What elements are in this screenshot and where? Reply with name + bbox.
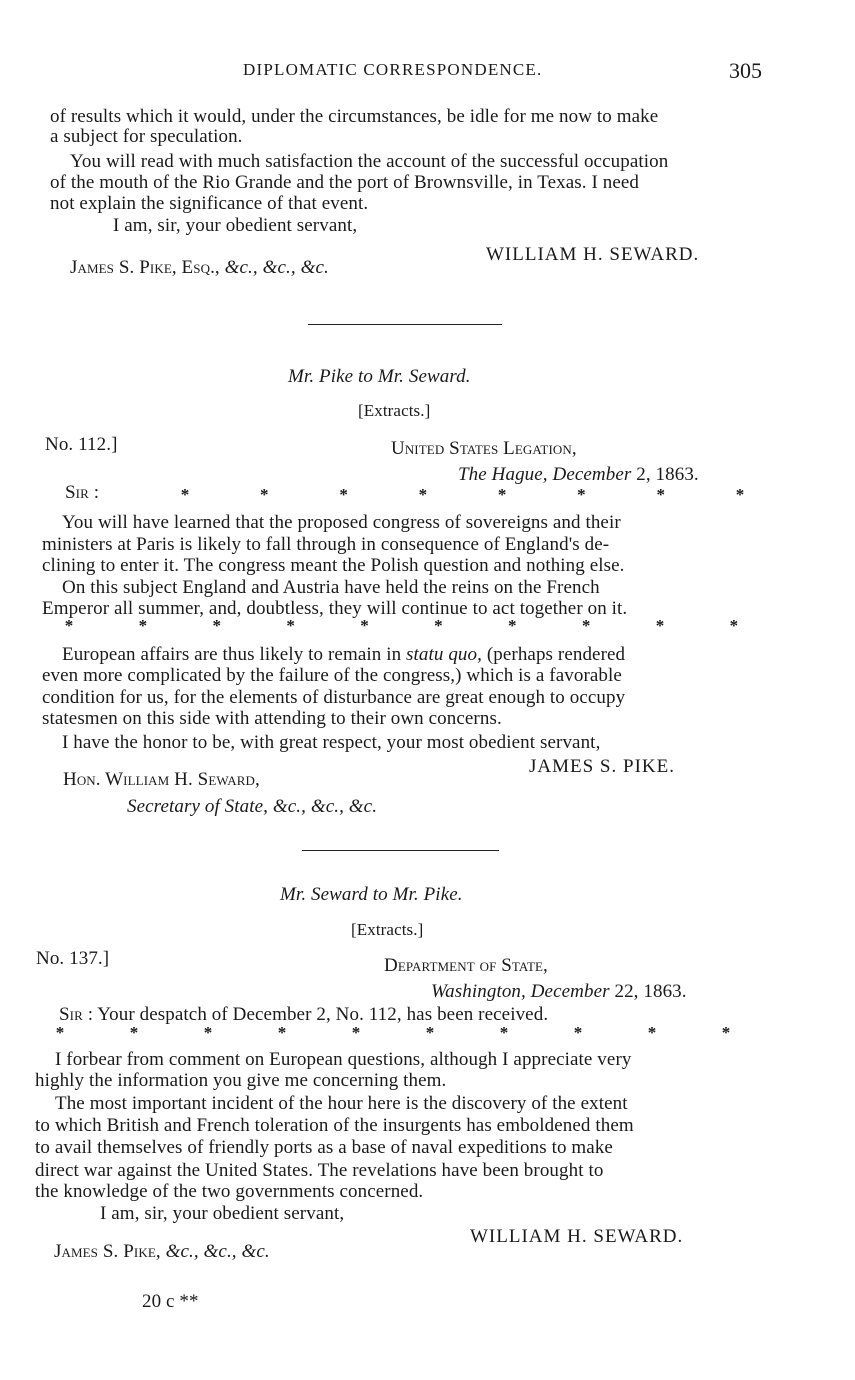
asterisk: * bbox=[577, 485, 586, 504]
text-line: You will read with much satisfaction the account of the successful occupation bbox=[70, 151, 669, 172]
asterisk: * bbox=[735, 485, 745, 504]
addressee-etc: &c., &c., &c. bbox=[224, 257, 329, 278]
addressee bbox=[54, 1241, 270, 1263]
text-line: Emperor all summer, and, doubtless, they will continue to act together on it. bbox=[42, 598, 628, 619]
asterisk: * bbox=[425, 1023, 435, 1042]
salutation: Sir : bbox=[65, 482, 100, 503]
asterisk: * bbox=[497, 485, 507, 504]
closing-line: I have the honor to be, with great respect, your most obedient servant, bbox=[62, 732, 601, 753]
extracts-label: [Extracts.] bbox=[358, 401, 431, 420]
text-line: condition for us, for the elements of disturbance are great enough to occupy bbox=[42, 687, 626, 708]
date-tail: 2, 1863. bbox=[636, 464, 699, 485]
place-and-month: Washington, December bbox=[431, 981, 610, 1002]
section-divider bbox=[302, 850, 499, 851]
asterisk: * bbox=[64, 616, 74, 635]
signature: WILLIAM H. SEWARD. bbox=[486, 244, 700, 265]
asterisk: * bbox=[434, 616, 443, 635]
page-number: 305 bbox=[729, 58, 762, 83]
asterisk: * bbox=[286, 616, 295, 635]
asterisk: * bbox=[573, 1023, 583, 1042]
asterisk: * bbox=[656, 485, 665, 504]
place-and-month: The Hague, December bbox=[458, 464, 632, 485]
addressee-name: Hon. William H. Seward, bbox=[63, 769, 260, 790]
text-line: of the mouth of the Rio Grande and the port of Brownsville, in Texas. I need bbox=[50, 172, 639, 193]
text-line: highly the information you give me concerning them. bbox=[35, 1070, 447, 1091]
asterisk: * bbox=[351, 1023, 361, 1042]
text-line: ministers at Paris is likely to fall through in consequence of England's de- bbox=[42, 534, 610, 555]
text-line bbox=[62, 644, 625, 666]
addressee bbox=[70, 257, 329, 279]
despatch-number: No. 112.] bbox=[45, 434, 118, 455]
text-line: On this subject England and Austria have held the reins on the French bbox=[62, 577, 600, 598]
asterisk: * bbox=[508, 616, 517, 635]
ellipsis-asterisks bbox=[180, 485, 745, 505]
asterisk: * bbox=[212, 616, 221, 635]
asterisk: * bbox=[55, 1023, 65, 1042]
despatch-number: No. 137.] bbox=[36, 948, 110, 969]
text-line: The most important incident of the hour here is the discovery of the extent bbox=[55, 1093, 628, 1114]
addressee-title: Secretary of State, &c., &c., &c. bbox=[127, 796, 378, 817]
asterisk: * bbox=[655, 616, 665, 635]
date-tail: 22, 1863. bbox=[614, 981, 687, 1002]
text-line: even more complicated by the failure of the congress,) which is a favorable bbox=[42, 665, 622, 686]
salutation: Sir : bbox=[59, 1004, 94, 1025]
letter-heading: Mr. Pike to Mr. Seward. bbox=[288, 366, 471, 387]
paragraph-rest: (perhaps rendered bbox=[481, 644, 626, 665]
office-line: Department of State, bbox=[384, 955, 548, 976]
asterisk: * bbox=[129, 1023, 139, 1042]
text-line: statesmen on this side with attending to their own concerns. bbox=[42, 708, 502, 729]
closing-line: I am, sir, your obedient servant, bbox=[113, 215, 358, 236]
asterisk: * bbox=[260, 485, 269, 504]
asterisk: * bbox=[418, 485, 428, 504]
printer-signature-mark: 20 c ** bbox=[142, 1291, 199, 1312]
extracts-label: [Extracts.] bbox=[351, 920, 424, 939]
text-line: You will have learned that the proposed congress of sovereigns and their bbox=[62, 512, 621, 533]
asterisk: * bbox=[180, 485, 190, 504]
asterisk: * bbox=[277, 1023, 287, 1042]
asterisk: * bbox=[721, 1023, 731, 1042]
latin-phrase: statu quo, bbox=[406, 644, 482, 665]
office-line: United States Legation, bbox=[391, 438, 577, 459]
text-line: to which British and French toleration of the insurgents has emboldened them bbox=[35, 1115, 634, 1136]
dateline bbox=[458, 464, 699, 486]
asterisk: * bbox=[339, 485, 348, 504]
addressee-etc: &c., &c., &c. bbox=[165, 1241, 270, 1262]
text-line: of results which it would, under the circumstances, be idle for me now to make bbox=[50, 106, 659, 127]
asterisk: * bbox=[203, 1023, 213, 1042]
text-line: not explain the significance of that event. bbox=[50, 193, 369, 214]
asterisk: * bbox=[729, 616, 739, 635]
asterisk: * bbox=[499, 1023, 509, 1042]
ellipsis-asterisks bbox=[55, 1023, 731, 1043]
running-head-title: DIPLOMATIC CORRESPONDENCE. bbox=[243, 60, 543, 79]
text-line: I forbear from comment on European questions, although I appreciate very bbox=[55, 1049, 632, 1070]
letter-heading: Mr. Seward to Mr. Pike. bbox=[280, 884, 463, 905]
text-line: to avail themselves of friendly ports as a base of naval expeditions to make bbox=[35, 1137, 613, 1158]
closing-line: I am, sir, your obedient servant, bbox=[100, 1203, 345, 1224]
text-line: the knowledge of the two governments concerned. bbox=[35, 1181, 424, 1202]
asterisk: * bbox=[360, 616, 369, 635]
asterisk: * bbox=[647, 1023, 657, 1042]
text-line: direct war against the United States. The revelations have been brought to bbox=[35, 1160, 604, 1181]
asterisk: * bbox=[581, 616, 591, 635]
dateline bbox=[431, 981, 687, 1003]
section-divider bbox=[308, 324, 502, 325]
salutation-text: Your despatch of December 2, No. 112, has been received. bbox=[97, 1004, 549, 1025]
signature: WILLIAM H. SEWARD. bbox=[470, 1226, 684, 1247]
ellipsis-asterisks bbox=[64, 616, 739, 636]
asterisk: * bbox=[138, 616, 148, 635]
text-line: clining to enter it. The congress meant the Polish question and nothing else. bbox=[42, 555, 625, 576]
text-line: a subject for speculation. bbox=[50, 126, 243, 147]
paragraph-start: European affairs are thus likely to remain in bbox=[62, 644, 407, 665]
addressee-name: James S. Pike, Esq., bbox=[70, 257, 220, 278]
signature: JAMES S. PIKE. bbox=[529, 756, 675, 777]
addressee-name: James S. Pike, bbox=[54, 1241, 161, 1262]
